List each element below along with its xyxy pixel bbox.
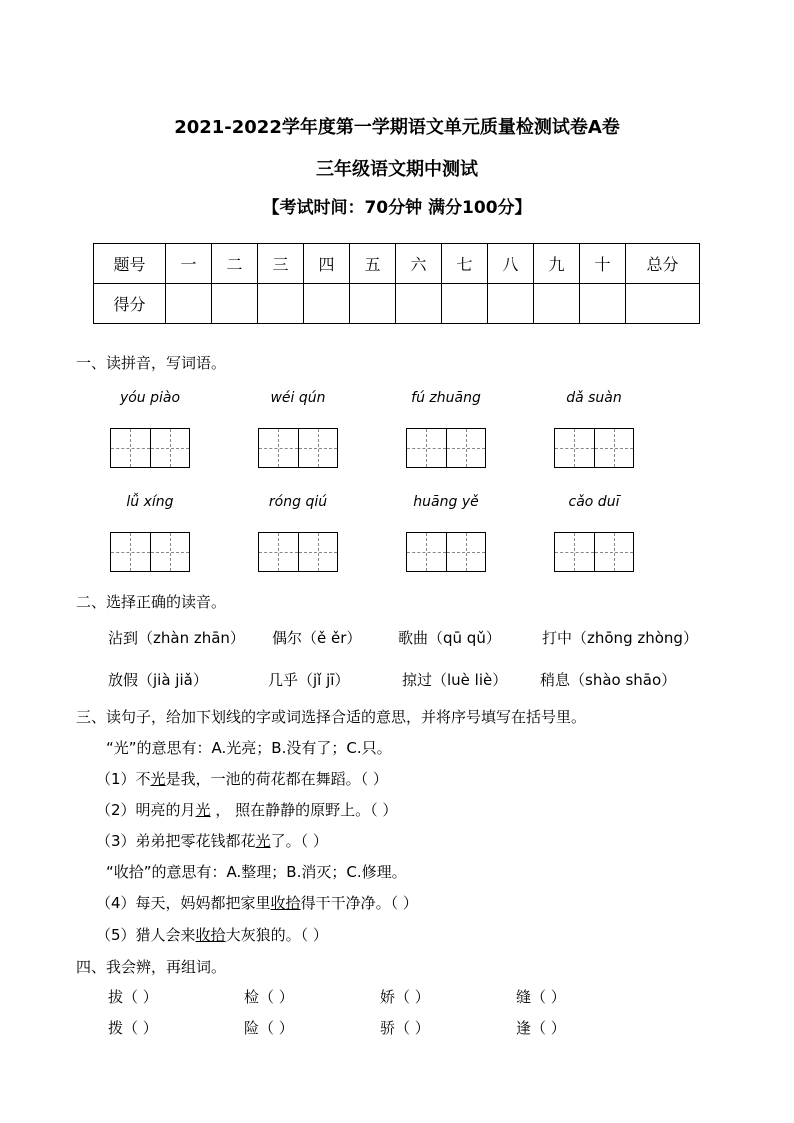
word-item: 骄（ ） — [380, 1019, 430, 1037]
pinyin-label: fú zhuāng — [411, 390, 481, 406]
score-cell[interactable] — [534, 284, 580, 324]
score-cell[interactable] — [304, 284, 350, 324]
table-header-cell: 七 — [442, 244, 488, 284]
question-4: （4）每天，妈妈都把家里收拾得干干净净。（ ） — [96, 894, 418, 912]
writing-box[interactable] — [406, 428, 486, 468]
table-header-cell: 五 — [350, 244, 396, 284]
pinyin-label: wéi qún — [270, 390, 326, 406]
section4-heading: 四、我会辨，再组词。 — [76, 958, 227, 976]
writing-box[interactable] — [110, 532, 190, 572]
pinyin-label: cǎo duī — [568, 494, 620, 510]
table-header-cell: 三 — [258, 244, 304, 284]
exam-title: 2021-2022学年度第一学期语文单元质量检测试卷A卷 — [174, 117, 620, 138]
table-header-cell: 六 — [396, 244, 442, 284]
pinyin-label: yóu piào — [119, 390, 181, 406]
score-cell[interactable] — [442, 284, 488, 324]
score-cell[interactable] — [488, 284, 534, 324]
reading-choice: 偶尔（ě ěr） — [272, 629, 362, 647]
word-item: 缝（ ） — [516, 988, 566, 1006]
score-table-header-row — [94, 244, 700, 284]
word-item: 娇（ ） — [380, 988, 430, 1006]
table-header-cell: 十 — [580, 244, 626, 284]
section2-heading: 二、选择正确的读音。 — [76, 593, 227, 611]
section3-heading: 三、读句子，给加下划线的字或词选择合适的意思，并将序号填写在括号里。 — [76, 708, 587, 726]
pinyin-label: lǚ xíng — [126, 494, 174, 510]
score-cell[interactable] — [258, 284, 304, 324]
table-header-cell: 题号 — [94, 244, 166, 284]
word-item: 拨（ ） — [108, 1019, 158, 1037]
reading-choice: 打中（zhōng zhòng） — [542, 629, 698, 647]
table-header-cell: 一 — [166, 244, 212, 284]
writing-box[interactable] — [406, 532, 486, 572]
score-table — [93, 243, 700, 324]
score-cell[interactable] — [580, 284, 626, 324]
writing-box[interactable] — [258, 532, 338, 572]
reading-choice: 放假（jià jiǎ） — [108, 671, 208, 689]
pinyin-label: huāng yě — [413, 494, 479, 510]
definition-shoushi: “收拾”的意思有：A.整理；B.消灭；C.修理。 — [106, 863, 407, 881]
word-item: 逢（ ） — [516, 1019, 566, 1037]
writing-box[interactable] — [554, 428, 634, 468]
score-cell[interactable] — [350, 284, 396, 324]
word-item: 险（ ） — [244, 1019, 294, 1037]
score-cell[interactable] — [626, 284, 700, 324]
table-header-cell: 九 — [534, 244, 580, 284]
reading-choice: 掠过（luè liè） — [402, 671, 508, 689]
exam-subtitle: 三年级语文期中测试 — [316, 159, 478, 180]
word-item: 拔（ ） — [108, 988, 158, 1006]
score-table-score-row — [94, 284, 700, 324]
table-header-cell: 总分 — [626, 244, 700, 284]
question-3: （3）弟弟把零花钱都花光了。（ ） — [96, 832, 328, 850]
writing-box[interactable] — [554, 532, 634, 572]
score-cell[interactable] — [166, 284, 212, 324]
writing-box[interactable] — [110, 428, 190, 468]
table-header-cell: 八 — [488, 244, 534, 284]
question-1: （1）不光是我，一池的荷花都在舞蹈。（ ） — [96, 770, 388, 788]
exam-info: 【考试时间：70分钟 满分100分】 — [262, 198, 532, 218]
score-cell[interactable] — [396, 284, 442, 324]
question-2: （2）明亮的月光 ， 照在静静的原野上。（ ） — [96, 801, 398, 819]
question-5: （5）猎人会来收拾大灰狼的。（ ） — [96, 926, 328, 944]
table-header-cell: 四 — [304, 244, 350, 284]
score-row-label: 得分 — [94, 284, 166, 324]
reading-choice: 几乎（jǐ jī） — [268, 671, 350, 689]
writing-box[interactable] — [258, 428, 338, 468]
table-header-cell: 二 — [212, 244, 258, 284]
reading-choice: 歌曲（qū qǔ） — [398, 629, 501, 647]
pinyin-label: dǎ suàn — [566, 390, 622, 406]
reading-choice: 稍息（shào shāo） — [540, 671, 677, 689]
word-item: 检（ ） — [244, 988, 294, 1006]
section1-heading: 一、读拼音，写词语。 — [76, 354, 227, 372]
score-cell[interactable] — [212, 284, 258, 324]
definition-guang: “光”的意思有：A.光亮；B.没有了；C.只。 — [106, 739, 392, 757]
pinyin-label: róng qiú — [268, 494, 328, 510]
reading-choice: 沾到（zhàn zhān） — [108, 629, 245, 647]
